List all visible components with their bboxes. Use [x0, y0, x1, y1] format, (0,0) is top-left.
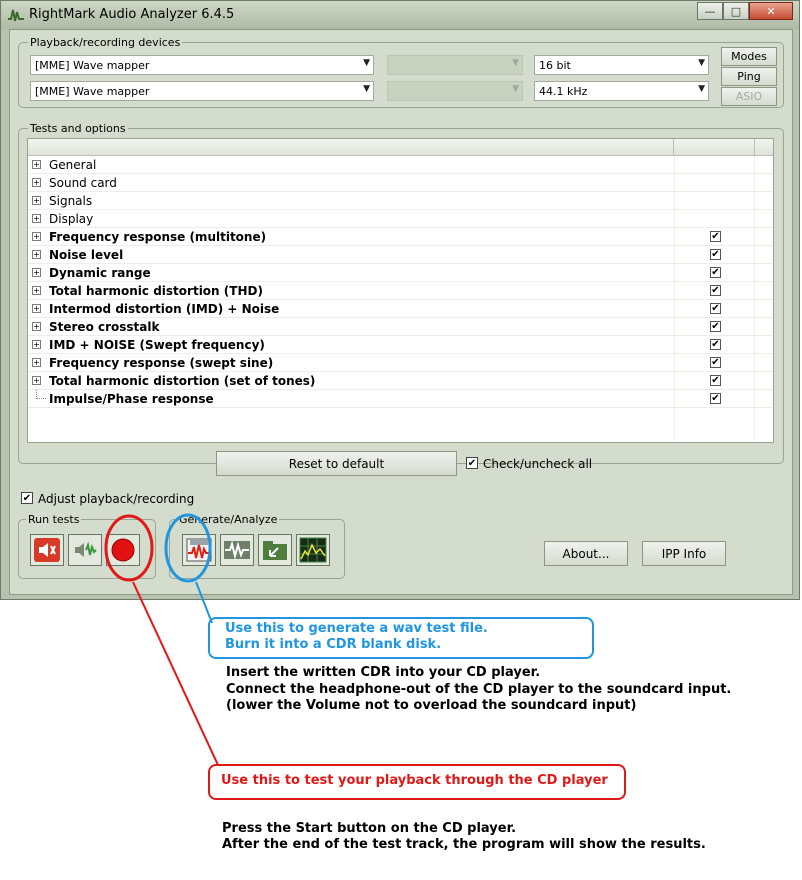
- test-checkbox[interactable]: ✔: [711, 339, 720, 350]
- speaker-test-button[interactable]: [30, 534, 64, 566]
- final-line1: Press the Start button on the CD player.: [222, 821, 517, 836]
- recording-device-value: [MME] Wave mapper: [35, 85, 150, 98]
- adjust-checkbox[interactable]: ✔: [22, 493, 32, 504]
- test-checkbox[interactable]: ✔: [711, 249, 720, 260]
- red-note: Use this to test your playback through the CD player: [221, 773, 608, 788]
- tree-row-label: Impulse/Phase response: [49, 392, 214, 406]
- bits-select[interactable]: [534, 55, 709, 75]
- waveform-app-icon: [7, 7, 25, 23]
- devices-group-label: Playback/recording devices: [30, 36, 181, 49]
- tree-row-label: Total harmonic distortion (set of tones): [49, 374, 316, 388]
- client-area: [9, 29, 793, 595]
- blue-note-line2: Burn it into a CDR blank disk.: [225, 637, 442, 652]
- tree-row-label: Frequency response (swept sine): [49, 356, 274, 370]
- maximize-button[interactable]: □: [723, 2, 749, 20]
- tree-row[interactable]: [28, 264, 773, 282]
- chevron-down-icon: ▼: [363, 58, 370, 68]
- ipp-info-button[interactable]: IPP Info: [642, 541, 726, 566]
- playback-channel-select[interactable]: [387, 55, 523, 75]
- test-checkbox[interactable]: ✔: [711, 303, 720, 314]
- tree-row[interactable]: [28, 390, 773, 408]
- minimize-button[interactable]: —: [697, 2, 723, 20]
- test-checkbox[interactable]: ✔: [711, 357, 720, 368]
- recording-channel-select[interactable]: [387, 81, 523, 101]
- tree-leaf-connector: [36, 390, 46, 399]
- final-line2: After the end of the test track, the program will show the results.: [222, 837, 706, 852]
- modes-button[interactable]: Modes: [721, 47, 777, 66]
- expand-plus-icon[interactable]: +: [33, 376, 40, 385]
- chevron-down-icon: ▼: [512, 84, 519, 94]
- graph-icon: [299, 537, 327, 563]
- instruction-line3: (lower the Volume not to overload the soundcard input): [226, 698, 637, 713]
- asio-button[interactable]: ASIO: [721, 87, 777, 106]
- expand-plus-icon[interactable]: +: [33, 304, 40, 313]
- tree-row[interactable]: [28, 246, 773, 264]
- expand-plus-icon[interactable]: +: [33, 178, 40, 187]
- playback-device-value: [MME] Wave mapper: [35, 59, 150, 72]
- pointer-line-red: [133, 582, 218, 765]
- tree-row-label: Total harmonic distortion (THD): [49, 284, 263, 298]
- rate-select[interactable]: [534, 81, 709, 101]
- expand-plus-icon[interactable]: +: [33, 286, 40, 295]
- recording-device-select[interactable]: [30, 81, 374, 101]
- speaker-playback-button[interactable]: [68, 534, 102, 566]
- tests-group-label: Tests and options: [30, 122, 126, 135]
- chevron-down-icon: ▼: [512, 58, 519, 68]
- adjust-label: Adjust playback/recording: [38, 492, 195, 506]
- spectrum-button[interactable]: [296, 534, 330, 566]
- tree-row[interactable]: [28, 210, 773, 228]
- run-tests-label: Run tests: [28, 513, 80, 526]
- test-checkbox[interactable]: ✔: [711, 267, 720, 278]
- expand-plus-icon[interactable]: +: [33, 250, 40, 259]
- speaker-wave-icon: [72, 538, 98, 562]
- test-checkbox[interactable]: ✔: [711, 285, 720, 296]
- tree-row[interactable]: [28, 156, 773, 174]
- check-all-checkbox[interactable]: ✔: [467, 458, 477, 469]
- tree-row[interactable]: [28, 300, 773, 318]
- test-checkbox[interactable]: ✔: [711, 375, 720, 386]
- tree-row-label: Stereo crosstalk: [49, 320, 160, 334]
- title-bar[interactable]: [1, 1, 799, 29]
- tree-row-label: IMD + NOISE (Swept frequency): [49, 338, 265, 352]
- record-button[interactable]: [106, 534, 140, 566]
- tree-row[interactable]: [28, 372, 773, 390]
- open-file-button[interactable]: [258, 534, 292, 566]
- tree-row-label: Sound card: [49, 176, 117, 190]
- playback-device-select[interactable]: [30, 55, 374, 75]
- instruction-line2: Connect the headphone-out of the CD player to the soundcard input.: [226, 682, 732, 697]
- tree-row-label: Noise level: [49, 248, 124, 262]
- instruction-line1: Insert the written CDR into your CD player.: [226, 665, 541, 680]
- expand-plus-icon[interactable]: +: [33, 196, 40, 205]
- test-checkbox[interactable]: ✔: [711, 231, 720, 242]
- tree-row[interactable]: [28, 174, 773, 192]
- test-checkbox[interactable]: ✔: [711, 321, 720, 332]
- tree-row-label: Display: [49, 212, 94, 226]
- tests-tree[interactable]: [27, 138, 774, 443]
- check-all-label: Check/uncheck all: [483, 457, 593, 471]
- tree-row-label: Signals: [49, 194, 93, 208]
- close-button[interactable]: ✕: [749, 2, 793, 20]
- tree-row[interactable]: [28, 336, 773, 354]
- generate-label: Generate/Analyze: [179, 513, 278, 526]
- tree-row[interactable]: [28, 228, 773, 246]
- tree-row[interactable]: [28, 318, 773, 336]
- expand-plus-icon[interactable]: +: [33, 268, 40, 277]
- rate-value: 44.1 kHz: [539, 85, 588, 98]
- bits-value: 16 bit: [539, 59, 571, 72]
- test-checkbox[interactable]: ✔: [711, 393, 720, 404]
- expand-plus-icon[interactable]: +: [33, 322, 40, 331]
- folder-open-icon: [261, 538, 289, 562]
- tree-row[interactable]: [28, 354, 773, 372]
- expand-plus-icon[interactable]: +: [33, 214, 40, 223]
- expand-plus-icon[interactable]: +: [33, 232, 40, 241]
- ping-button[interactable]: Ping: [721, 67, 777, 86]
- blue-note-line1: Use this to generate a wav test file.: [225, 621, 488, 636]
- window-title: RightMark Audio Analyzer 6.4.5: [29, 7, 235, 22]
- tree-row-label: Dynamic range: [49, 266, 151, 280]
- tree-row-label: General: [49, 158, 97, 172]
- tree-header: [28, 139, 773, 156]
- waveform-icon: [223, 538, 251, 562]
- tree-row-label: Intermod distortion (IMD) + Noise: [49, 302, 280, 316]
- expand-plus-icon[interactable]: +: [33, 340, 40, 349]
- speaker-mute-icon: [34, 538, 60, 562]
- record-icon: [110, 537, 136, 563]
- tree-row[interactable]: [28, 192, 773, 210]
- expand-plus-icon[interactable]: +: [33, 358, 40, 367]
- generate-wav-button[interactable]: [182, 534, 216, 566]
- chevron-down-icon: ▼: [698, 84, 705, 94]
- chevron-down-icon: ▼: [698, 58, 705, 68]
- chevron-down-icon: ▼: [363, 84, 370, 94]
- analyze-wav-button[interactable]: [220, 534, 254, 566]
- expand-plus-icon[interactable]: +: [33, 160, 40, 169]
- tree-row[interactable]: [28, 282, 773, 300]
- about-button[interactable]: About...: [544, 541, 628, 566]
- reset-default-button[interactable]: Reset to default: [216, 451, 457, 476]
- waveform-save-icon: [185, 537, 213, 563]
- tree-row-label: Frequency response (multitone): [49, 230, 267, 244]
